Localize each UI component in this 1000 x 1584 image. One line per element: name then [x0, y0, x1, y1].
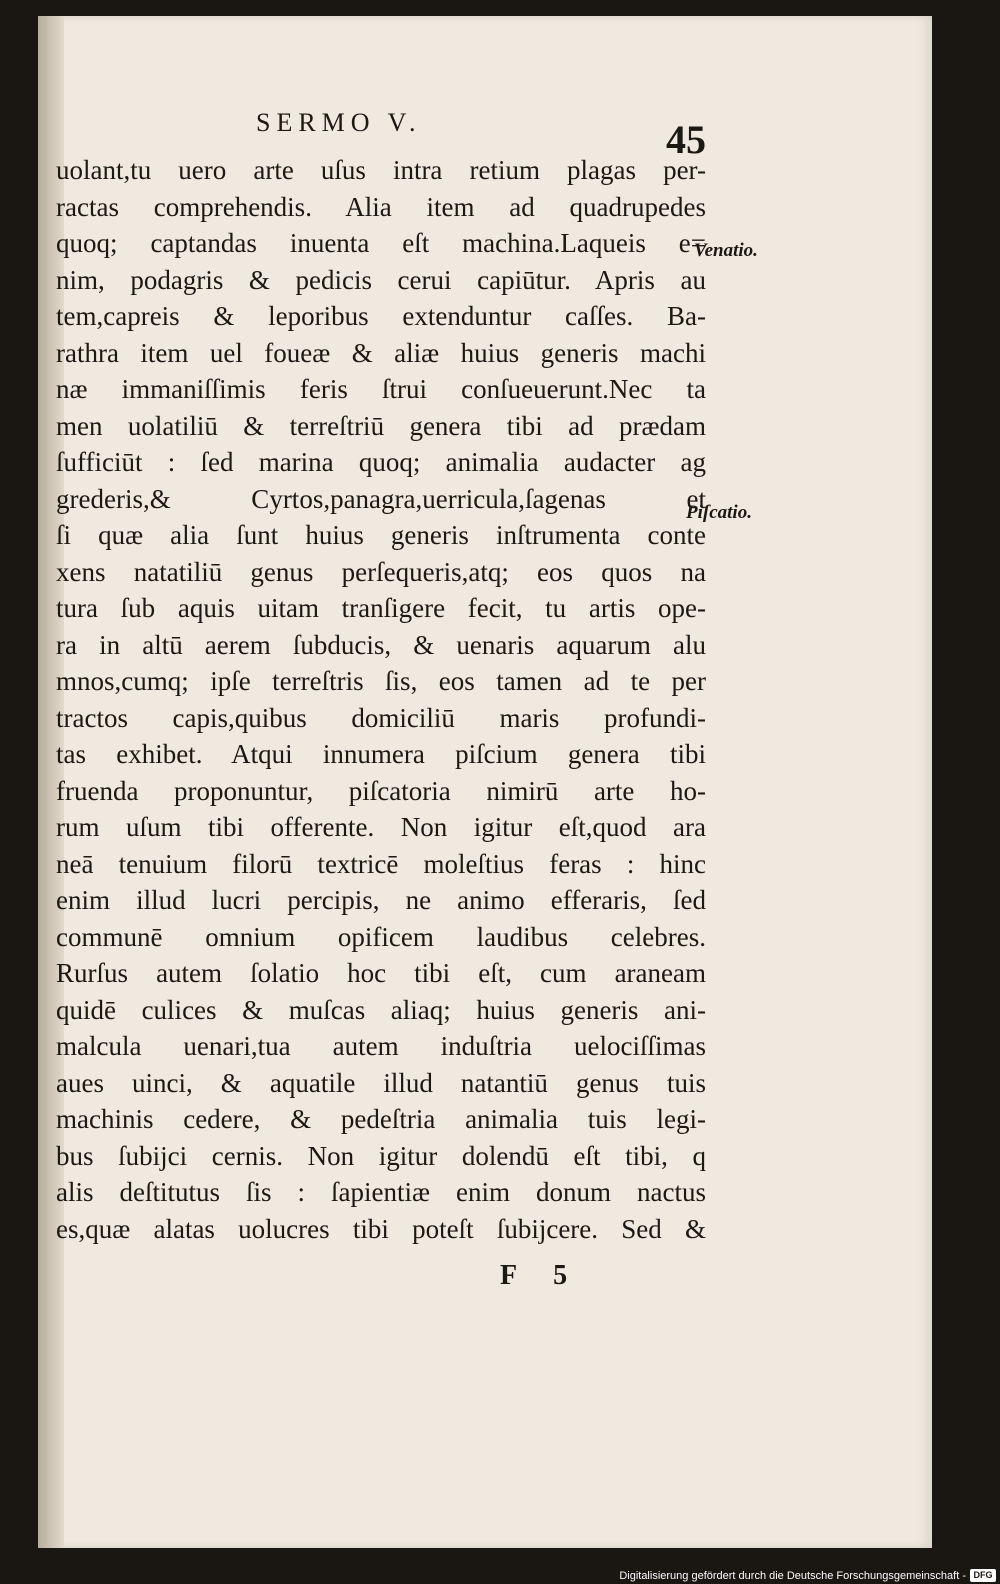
text-line: bus ſubijci cernis. Non igitur dolendū eſt tibi, q [56, 1140, 706, 1171]
margin-note-venatio: Venatio. [694, 240, 758, 261]
text-line: fruenda proponuntur, piſcatoria nimirū arte ho- [56, 775, 706, 806]
text-line: mnos,cumq; ipſe terreſtris ſis, eos tamen ad te per [56, 666, 706, 696]
running-title: SERMO V. [256, 108, 422, 137]
text-line: es,quæ alatas uolucres tibi poteſt ſubijcere. Sed & [56, 1213, 706, 1244]
text-line: quoq; captandas inuenta eſt machina.Laqueis e= [56, 228, 706, 258]
digitization-credit [619, 1569, 996, 1582]
dfg-logo-icon: DFG [970, 1569, 996, 1582]
text-line: aues uinci, & aquatile illud natantiū genus tuis [56, 1067, 706, 1098]
text-line: ſufficiūt : ſed marina quoq; animalia audacter ag [56, 447, 706, 477]
text-line: communē omnium opificem laudibus celebres. [56, 921, 706, 952]
text-line: ſi quæ alia ſunt huius generis inſtrumenta conte [56, 520, 706, 550]
text-line: rathra item uel foueæ & aliæ huius generis machi [56, 337, 706, 368]
text-line: men uolatiliū & terreſtriū genera tibi ad prædam [56, 410, 706, 441]
text-line: machinis cedere, & pedeſtria animalia tuis legi- [56, 1104, 706, 1134]
text-line: tractos capis,quibus domiciliū maris profundi- [56, 702, 706, 733]
text-line: quidē culices & muſcas aliaq; huius generis ani- [56, 994, 706, 1025]
text-line: enim illud lucri percipis, ne animo efferaris, ſed [56, 885, 706, 915]
text-line: Rurſus autem ſolatio hoc tibi eſt, cum araneam [56, 958, 706, 988]
body-text [56, 152, 706, 1247]
text-line: grederis,& Cyrtos,panagra,uerricula,ſagenas et [56, 483, 706, 514]
text-line: rum uſum tibi offerente. Non igitur eſt,quod ara [56, 812, 706, 842]
text-line: tem,capreis & leporibus extenduntur caſſes. Ba- [56, 301, 706, 331]
text-line: ra in altū aerem ſubducis, & uenaris aquarum alu [56, 629, 706, 660]
margin-note-piscatio: Piſcatio. [686, 502, 752, 523]
text-line: ractas comprehendis. Alia item ad quadrupedes [56, 191, 706, 222]
text-line: tura ſub aquis uitam tranſigere fecit, tu artis ope- [56, 593, 706, 623]
text-line: neā tenuium filorū textricē moleſtius feras : hinc [56, 848, 706, 879]
book-page [38, 16, 932, 1548]
text-line: alis deſtitutus ſis : ſapientiæ enim donum nactus [56, 1177, 706, 1207]
text-line: nim, podagris & pedicis cerui capiūtur. Apris au [56, 264, 706, 295]
signature-mark: F 5 [500, 1260, 568, 1291]
text-line: uolant,tu uero arte uſus intra retium plagas per- [56, 155, 706, 185]
page-number: 45 [666, 117, 706, 162]
text-line: xens natatiliū genus perſequeris,atq; eos quos na [56, 556, 706, 587]
text-line: næ immaniſſimis feris ſtrui conſueuerunt.Nec ta [56, 374, 706, 404]
text-line: malcula uenari,tua autem induſtria uelociſſimas [56, 1031, 706, 1061]
credit-text: Digitalisierung gefördert durch die Deutsche Forschungsgemeinschaft - [619, 1569, 966, 1582]
text-line: tas exhibet. Atqui innumera piſcium genera tibi [56, 739, 706, 769]
